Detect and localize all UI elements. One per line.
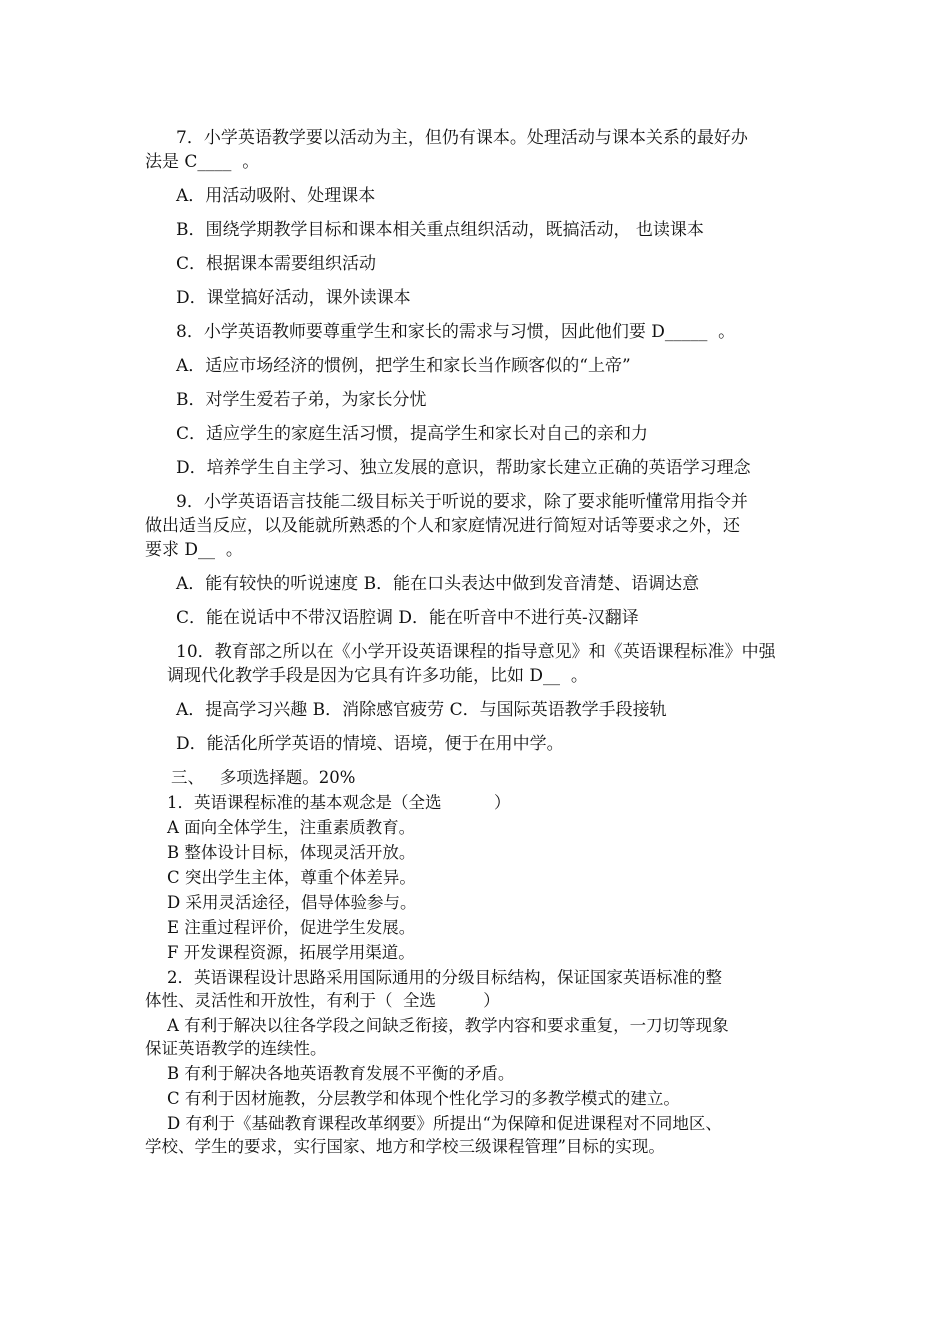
question-7: [145, 126, 813, 310]
m1-option-c: C 突出学生主体，尊重个体差异。: [167, 868, 416, 887]
m1-option-f: F 开发课程资源，拓展学用渠道。: [167, 943, 415, 962]
q9-stem-line3: 要求 D__ 。: [145, 540, 243, 560]
m2-stem-line1: 2．英语课程设计思路采用国际通用的分级目标结构，保证国家英语标准的整: [167, 968, 722, 987]
q8-stem: 8．小学英语教师要尊重学生和家长的需求与习惯，因此他们要 D_____ 。: [176, 322, 736, 342]
m1-option-d: D 采用灵活途径，倡导体验参与。: [167, 893, 417, 912]
q8-option-a: A．适应市场经济的惯例，把学生和家长当作顾客似的“上帝”: [176, 356, 631, 376]
question-9: [145, 490, 813, 630]
q10-stem-line2: 调现代化教学手段是因为它具有许多功能，比如 D__ 。: [167, 666, 588, 686]
q7-option-d: D．课堂搞好活动，课外读课本: [176, 288, 411, 308]
m2-option-d-line2: 学校、学生的要求，实行国家、地方和学校三级课程管理”目标的实现。: [145, 1137, 665, 1156]
q7-option-a: A．用活动吸附、处理课本: [176, 186, 376, 206]
document-page: [145, 126, 813, 1158]
section-multiple-choice: [145, 766, 813, 1158]
q8-option-c: C．适应学生的家庭生活习惯，提高学生和家长对自己的亲和力: [176, 424, 649, 444]
q9-stem-line1: 9．小学英语语言技能二级目标关于听说的要求，除了要求能听懂常用指令并: [176, 492, 748, 512]
m2-option-a-line1: A 有利于解决以往各学段之间缺乏衔接，教学内容和要求重复，一刀切等现象: [167, 1016, 729, 1035]
m2-option-d-line1: D 有利于《基础教育课程改革纲要》所提出“为保障和促进课程对不同地区、: [167, 1114, 722, 1133]
question-10: [145, 640, 813, 756]
q10-stem-line1: 10．教育部之所以在《小学开设英语课程的指导意见》和《英语课程标准》中强: [176, 642, 776, 662]
q7-stem-line1: 7．小学英语教学要以活动为主，但仍有课本。处理活动与课本关系的最好办: [176, 128, 748, 148]
question-8: [145, 320, 813, 480]
q7-stem-line2: 法是 C____ 。: [145, 152, 260, 172]
q10-options-abc: A．提高学习兴趣 B．消除感官疲劳 C．与国际英语教学手段接轨: [176, 700, 667, 720]
m2-option-a-line2: 保证英语教学的连续性。: [145, 1039, 327, 1058]
q9-options-ab: A．能有较快的听说速度 B．能在口头表达中做到发音清楚、语调达意: [176, 574, 700, 594]
q9-stem-line2: 做出适当反应，以及能就所熟悉的个人和家庭情况进行简短对话等要求之外，还: [145, 516, 740, 536]
m2-option-b: B 有利于解决各地英语教育发展不平衡的矛盾。: [167, 1064, 515, 1083]
section-title: 三、 多项选择题。20%: [171, 768, 356, 787]
m1-option-b: B 整体设计目标，体现灵活开放。: [167, 843, 416, 862]
m1-stem: 1．英语课程标准的基本观念是（全选 ）: [167, 793, 511, 812]
m1-option-e: E 注重过程评价，促进学生发展。: [167, 918, 416, 937]
m2-option-c: C 有利于因材施教，分层教学和体现个性化学习的多教学模式的建立。: [167, 1089, 680, 1108]
q10-option-d: D．能活化所学英语的情境、语境，便于在用中学。: [176, 734, 564, 754]
m1-option-a: A 面向全体学生，注重素质教育。: [167, 818, 416, 837]
q7-option-b: B．围绕学期教学目标和课本相关重点组织活动，既搞活动， 也读课本: [176, 220, 704, 240]
q8-option-d: D．培养学生自主学习、独立发展的意识，帮助家长建立正确的英语学习理念: [176, 458, 751, 478]
m2-stem-line2: 体性、灵活性和开放性，有利于（ 全选 ）: [145, 991, 500, 1010]
q8-option-b: B．对学生爱若子弟，为家长分忧: [176, 390, 427, 410]
q7-option-c: C．根据课本需要组织活动: [176, 254, 377, 274]
q9-options-cd: C．能在说话中不带汉语腔调 D．能在听音中不进行英-汉翻译: [176, 608, 639, 628]
